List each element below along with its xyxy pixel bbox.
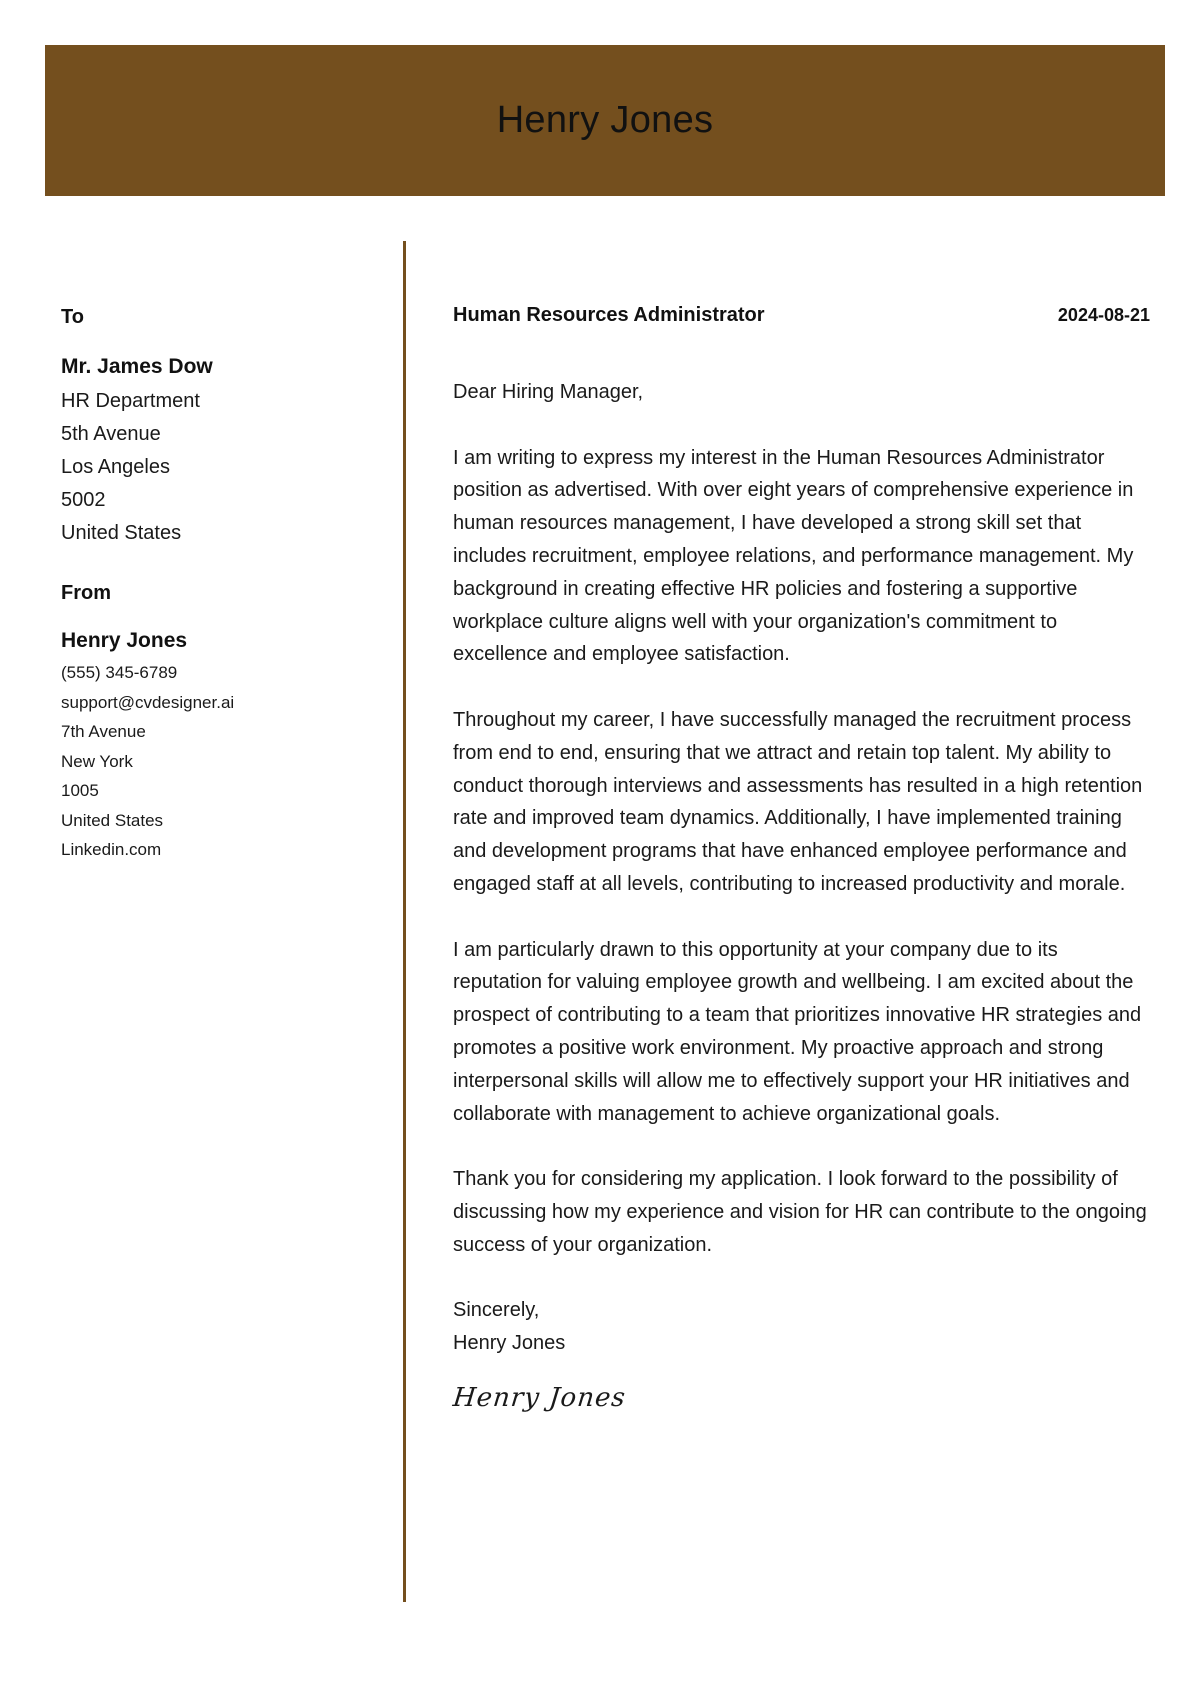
- recipient-country: United States: [61, 522, 182, 544]
- paragraph-4: Thank you for considering my application. I look forward to the possibility of discussing how my experience and vision for HR can contribute to the ongoing success of your organization.: [453, 1168, 1147, 1256]
- paragraph-2: Throughout my career, I have successfully managed the recruitment process from end to end, ensuring that we attract and retain top talent. My ability to conduct thorough interviews and assessments has resulted in a high retention rate and improved team dynamics. Additionally, I have implemented training and development programs that have enhanced employee performance and engaged staff at all levels, contributing to increased productivity and morale.: [453, 708, 1143, 895]
- closing-name: Henry Jones: [453, 1332, 566, 1355]
- paragraph-3: I am particularly drawn to this opportunity at your company due to its reputation for valuing employee growth and wellbeing. I am excited about the prospect of contributing to a team that prioritizes innovative HR strategies and promotes a positive work environment. My proactive approach and strong interpersonal skills will allow me to effectively support your HR initiatives and collaborate with management to achieve organizational goals.: [453, 938, 1142, 1125]
- sender-postal-code: 1005: [61, 781, 99, 800]
- sidebar: [61, 304, 381, 865]
- sender-phone: (555) 345-6789: [61, 663, 178, 682]
- recipient-city: Los Angeles: [61, 456, 170, 478]
- letter-date: 2024-08-21: [1057, 305, 1150, 325]
- sender-city: New York: [61, 751, 133, 771]
- recipient-block: [61, 352, 381, 550]
- recipient-street: 5th Avenue: [61, 423, 161, 445]
- from-label: From: [61, 582, 111, 604]
- signature: Henry Jones: [451, 1382, 628, 1413]
- header-name: Henry Jones: [496, 99, 714, 141]
- paragraph-1: I am writing to express my interest in the Human Resources Administrator position as advertised. With over eight years of comprehensive experience in human resources management, I have developed a strong skill set that includes recruitment, employee relations, and performance management. My background in creating effective HR policies and fostering a supportive workplace culture aligns well with your organization's commitment to excellence and employee satisfaction.: [453, 446, 1134, 666]
- sender-country: United States: [61, 810, 164, 830]
- recipient-postal-code: 5002: [61, 489, 106, 511]
- sender-street: 7th Avenue: [61, 722, 146, 741]
- to-label: To: [61, 306, 84, 328]
- header-band: [45, 45, 1165, 196]
- letter-body: [453, 304, 1150, 1417]
- column-divider: [403, 241, 406, 1602]
- job-title: Human Resources Administrator: [453, 304, 765, 326]
- closing: Sincerely,: [453, 1299, 540, 1322]
- greeting: Dear Hiring Manager,: [453, 381, 644, 403]
- recipient-name: Mr. James Dow: [61, 355, 213, 378]
- sender-name: Henry Jones: [61, 629, 188, 652]
- letter-text: [453, 376, 1150, 1417]
- sender-email: support@cvdesigner.ai: [61, 692, 235, 712]
- sender-linkedin: Linkedin.com: [61, 840, 162, 859]
- recipient-department: HR Department: [61, 390, 200, 412]
- title-row: [453, 304, 1150, 332]
- sender-block: [61, 626, 381, 865]
